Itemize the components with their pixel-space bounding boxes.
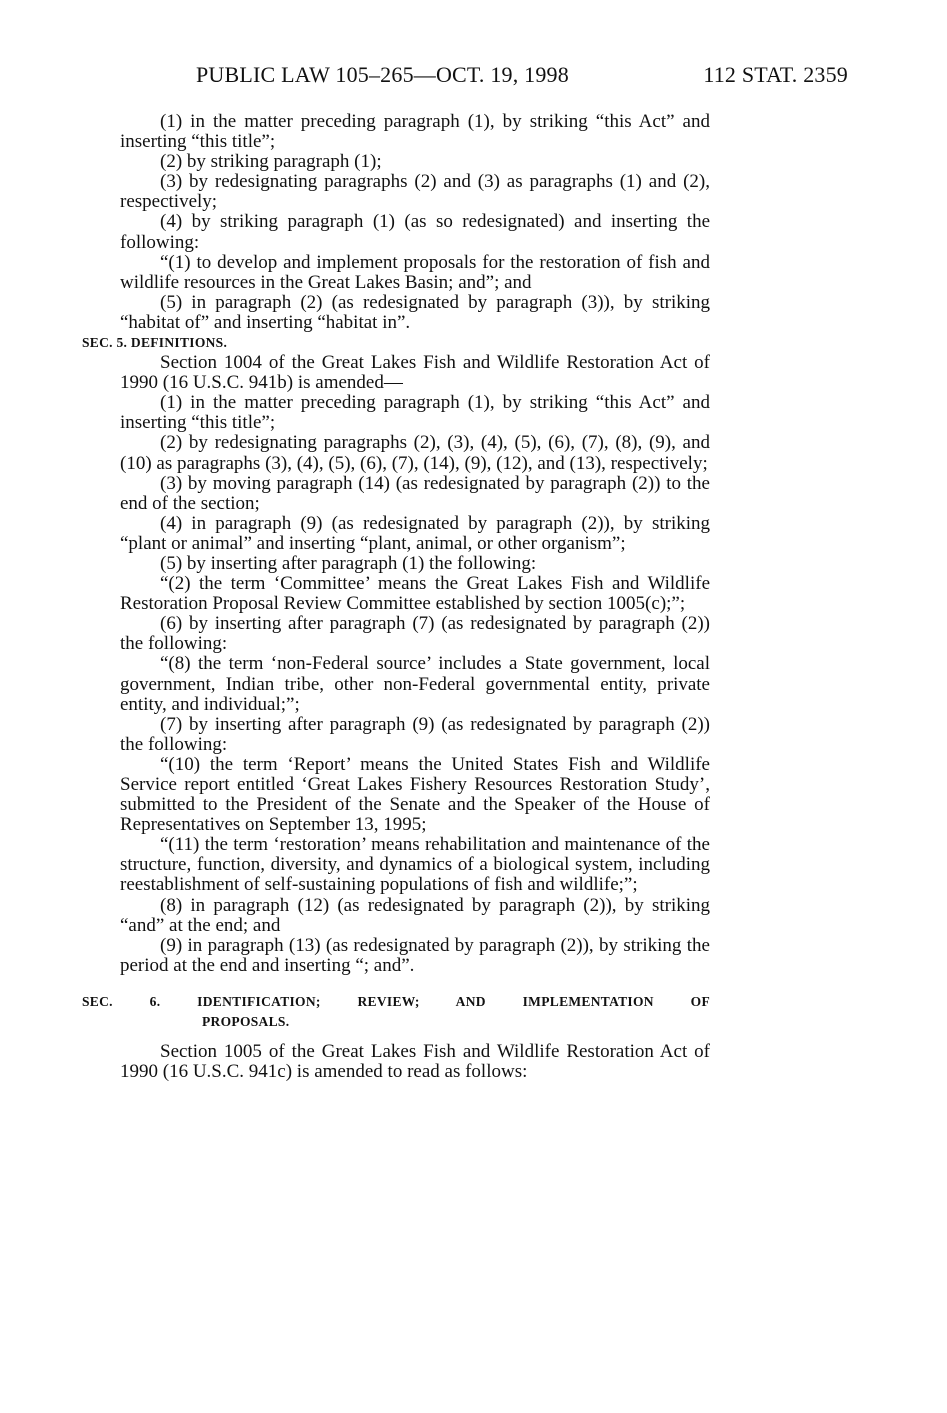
paragraph: “(10) the term ‘Report’ means the United States Fish and Wildlife Service report entitled ‘Great Lakes Fishery Resources Restoration Study’, submitted to the President of the Senate and the Speaker of the House of Representatives on September 13, 1995; — [120, 753, 710, 836]
document-body — [82, 111, 710, 1083]
paragraph: (6) by inserting after paragraph (7) (as redesignated by paragraph (2)) the following: — [120, 613, 710, 655]
paragraph: (5) in paragraph (2) (as redesignated by paragraph (3)), by striking “habitat of” and inserting “habitat in”. — [120, 291, 710, 333]
section-heading — [82, 992, 710, 1032]
paragraph: “(11) the term ‘restoration’ means rehabilitation and maintenance of the structure, function, diversity, and dynamics of a biological system, including reestablishment of self-sustaining populations of fish and wildlife;”; — [120, 834, 710, 896]
section-intro: Section 1004 of the Great Lakes Fish and Wildlife Restoration Act of 1990 (16 U.S.C. 941b) is amended— — [120, 352, 710, 394]
section-heading — [82, 333, 710, 353]
paragraph: (3) by redesignating paragraphs (2) and (3) as paragraphs (1) and (2), respectively; — [120, 171, 710, 213]
section-heading-text: SEC. 5. DEFINITIONS. — [82, 335, 228, 351]
section-intro: Section 1005 of the Great Lakes Fish and Wildlife Restoration Act of 1990 (16 U.S.C. 941c) is amended to read as follows: — [120, 1040, 710, 1083]
paragraph: (5) by inserting after paragraph (1) the following: — [160, 552, 537, 574]
paragraph: “(2) the term ‘Committee’ means the Great Lakes Fish and Wildlife Restoration Proposal Review Committee established by section 1005(c);”; — [120, 573, 710, 615]
paragraph: (8) in paragraph (12) (as redesignated by paragraph (2)), by striking “and” at the end; and — [120, 894, 710, 936]
paragraph: (9) in paragraph (13) (as redesignated by paragraph (2)), by striking the period at the end and inserting “; and”. — [120, 934, 710, 976]
section-heading-line-2: PROPOSALS. — [202, 1013, 290, 1029]
header-public-law: PUBLIC LAW 105–265—OCT. 19, 1998 — [196, 62, 569, 87]
paragraph: (4) by striking paragraph (1) (as so redesignated) and inserting the following: — [120, 211, 710, 253]
paragraph: (7) by inserting after paragraph (9) (as redesignated by paragraph (2)) the following: — [120, 713, 710, 755]
header-statute-page: 112 STAT. 2359 — [703, 62, 848, 87]
running-header — [196, 62, 848, 92]
paragraph: “(8) the term ‘non-Federal source’ includes a State government, local government, Indian tribe, other non-Federal governmental entity, private entity, and individual;”; — [120, 653, 710, 715]
paragraph: “(1) to develop and implement proposals for the restoration of fish and wildlife resources in the Great Lakes Basin; and”; and — [120, 251, 710, 293]
paragraph: (1) in the matter preceding paragraph (1), by striking “this Act” and inserting “this title”; — [120, 392, 710, 434]
paragraph: (4) in paragraph (9) (as redesignated by paragraph (2)), by striking “plant or animal” and inserting “plant, animal, or other organism”; — [120, 512, 710, 554]
paragraph: (1) in the matter preceding paragraph (1), by striking “this Act” and inserting “this title”; — [120, 111, 710, 153]
paragraph: (2) by striking paragraph (1); — [160, 151, 382, 173]
section-heading-line-1: SEC. 6. IDENTIFICATION; REVIEW; AND IMPLEMENTATION OF — [82, 993, 710, 1009]
paragraph: (3) by moving paragraph (14) (as redesignated by paragraph (2)) to the end of the section; — [120, 472, 710, 514]
paragraph: (2) by redesignating paragraphs (2), (3), (4), (5), (6), (7), (8), (9), and (10) as paragraphs (3), (4), (5), (6), (7), (14), (9), (12), and (13), respectively; — [120, 432, 710, 474]
